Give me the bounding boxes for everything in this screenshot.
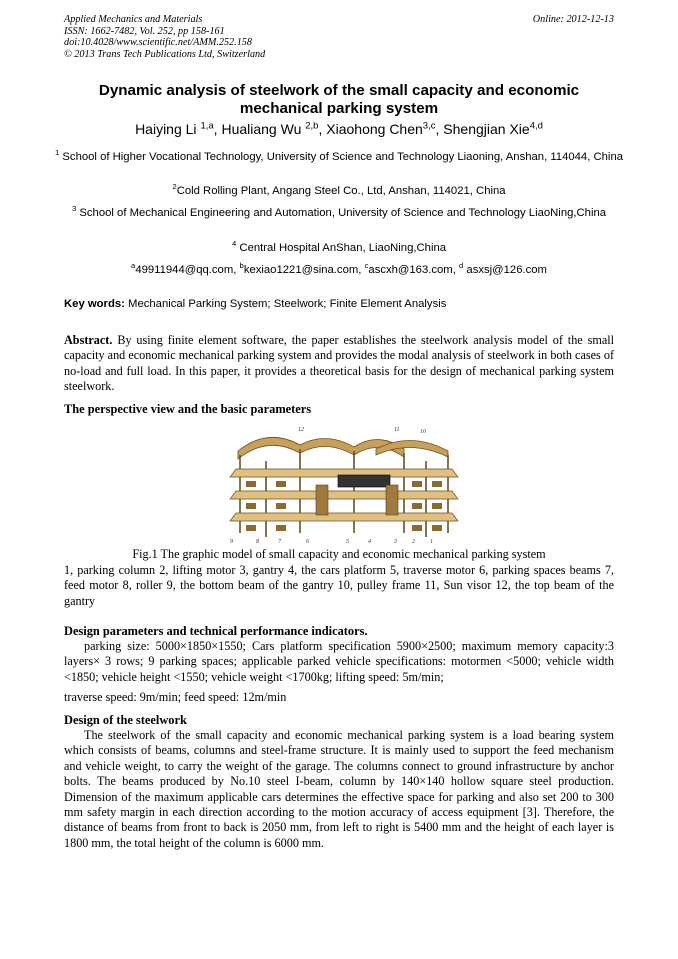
issn: ISSN: 1662-7482, Vol. 252, pp 158-161 bbox=[64, 25, 225, 37]
online-date: Online: 2012-12-13 bbox=[532, 14, 614, 25]
journal-name: Applied Mechanics and Materials bbox=[64, 14, 203, 25]
author: Haiying Li $^{1,a}$ bbox=[135, 120, 214, 137]
email[interactable]: $^c$ascxh@163.com bbox=[364, 261, 453, 276]
email[interactable]: $^d$ asxsj@126.com bbox=[459, 261, 547, 276]
section-heading: Design parameters and technical performance indicators. bbox=[64, 624, 368, 638]
author: Hualiang Wu $^{2,b}$ bbox=[221, 120, 319, 137]
paper-title: Dynamic analysis of steelwork of the small capacity and economic mechanical parking system bbox=[98, 82, 580, 117]
journal-header bbox=[64, 14, 265, 60]
parking-system-figure bbox=[226, 425, 466, 545]
figure-label: 3 bbox=[394, 539, 397, 545]
figure-label: 9 bbox=[230, 539, 233, 545]
figure-caption: Fig.1 The graphic model of small capacity and economic mechanical parking system bbox=[132, 547, 546, 561]
email[interactable]: $^a$49911944@qq.com bbox=[131, 261, 234, 276]
author: Xiaohong Chen$^{3,c}$ bbox=[326, 120, 436, 137]
section-heading: The perspective view and the basic parameters bbox=[64, 402, 312, 416]
keywords-text: Mechanical Parking System; Steelwork; Finite Element Analysis bbox=[128, 298, 447, 310]
parameters-speed: traverse speed: 9m/min; feed speed: 12m/min bbox=[64, 690, 287, 704]
abstract bbox=[64, 333, 614, 395]
doi: doi:10.4028/www.scientific.net/AMM.252.158 bbox=[64, 37, 252, 48]
steelwork-text: The steelwork of the small capacity and economic mechanical parking system is a load bearing system which consists of beams, columns and steel-frame structure. It is mainly used to support the feed mechanism and vehicle weight, to carry the weight of the garage. The columns connect to ground infrastructure by anchor bolts. The beams produced by No.10 steel I-beam, column by 140×140 hollow square steel production. Dimension of the maximum applicable cars determines the effective space for parking and also set 200 to 300 mm safety margin in each direction according to the motion accuracy of access equipment [3]. Therefore, the distance of beams from front to back is 2050 mm, from left to right is 5400 mm and the height of each layer is 1800 mm, the total height of the column is 6000 mm. bbox=[64, 728, 614, 850]
figure-label: 6 bbox=[306, 539, 309, 545]
keywords-label: Key words: bbox=[64, 298, 125, 310]
figure-label: 8 bbox=[256, 539, 259, 545]
figure-label: 11 bbox=[394, 427, 400, 433]
copyright: © 2013 Trans Tech Publications Ltd, Switzerland bbox=[64, 48, 266, 60]
figure-label: 10 bbox=[420, 429, 426, 435]
affiliation: $^4$ Central Hospital AnShan, LiaoNing,China bbox=[231, 239, 447, 254]
author-list: Haiying Li $^{1,a}$, Hualiang Wu $^{2,b}$, Xiaohong Chen$^{3,c}$, Shengjian Xie$^{4,d}$ bbox=[135, 120, 543, 137]
figure-label: 2 bbox=[412, 539, 415, 545]
figure-legend: 1, parking column 2, lifting motor 3, gantry 4, the cars platform 5, traverse motor 6, parking spaces beams 7, feed motor 8, roller 9, the bottom beam of the gantry 10, pulley frame 11, Sun visor 12, the top beam of the gantry bbox=[64, 563, 614, 608]
figure-label: 4 bbox=[368, 539, 371, 545]
abstract-text: By using finite element software, the paper establishes the steelwork analysis model of the small capacity and economic mechanical parking system and provides the modal analysis of steelwork in both cases of no-load and full load. In this paper, it provides a theoretical basis for the design of mechanical parking system steelwork. bbox=[64, 333, 615, 394]
figure-label: 5 bbox=[346, 539, 349, 545]
figure-label: 7 bbox=[278, 539, 281, 545]
abstract-label: Abstract. bbox=[64, 333, 113, 347]
figure-label: 12 bbox=[298, 427, 304, 433]
affiliation: $^1$ School of Higher Vocational Technology, University of Science and Technology Liaoning, Anshan, 114044, China bbox=[54, 148, 624, 163]
affiliation: $^2$Cold Rolling Plant, Angang Steel Co., Ltd, Anshan, 114021, China bbox=[172, 182, 506, 197]
section-heading: Design of the steelwork bbox=[64, 713, 187, 727]
email-list: $^a$49911944@qq.com, $^b$kexiao1221@sina.com, $^c$ascxh@163.com, $^d$ asxsj@126.com bbox=[131, 261, 547, 276]
affiliation: $^3$ School of Mechanical Engineering and Automation, University of Science and Technology LiaoNing,China bbox=[71, 204, 607, 219]
parameters-text: parking size: 5000×1850×1550; Cars platform specification 5900×2500; maximum memory capacity:3 layers× 3 rows; 9 parking spaces; applicable parked vehicle specifications: motormen <5000; vehicle width <1850; vehicle height <1550; vehicle weight <1700kg; lifting speed: 5m/min; bbox=[64, 639, 614, 684]
figure-label: 1 bbox=[430, 539, 433, 545]
keywords bbox=[64, 298, 624, 310]
author: Shengjian Xie$^{4,d}$ bbox=[443, 120, 543, 137]
email[interactable]: $^b$kexiao1221@sina.com bbox=[239, 261, 359, 276]
